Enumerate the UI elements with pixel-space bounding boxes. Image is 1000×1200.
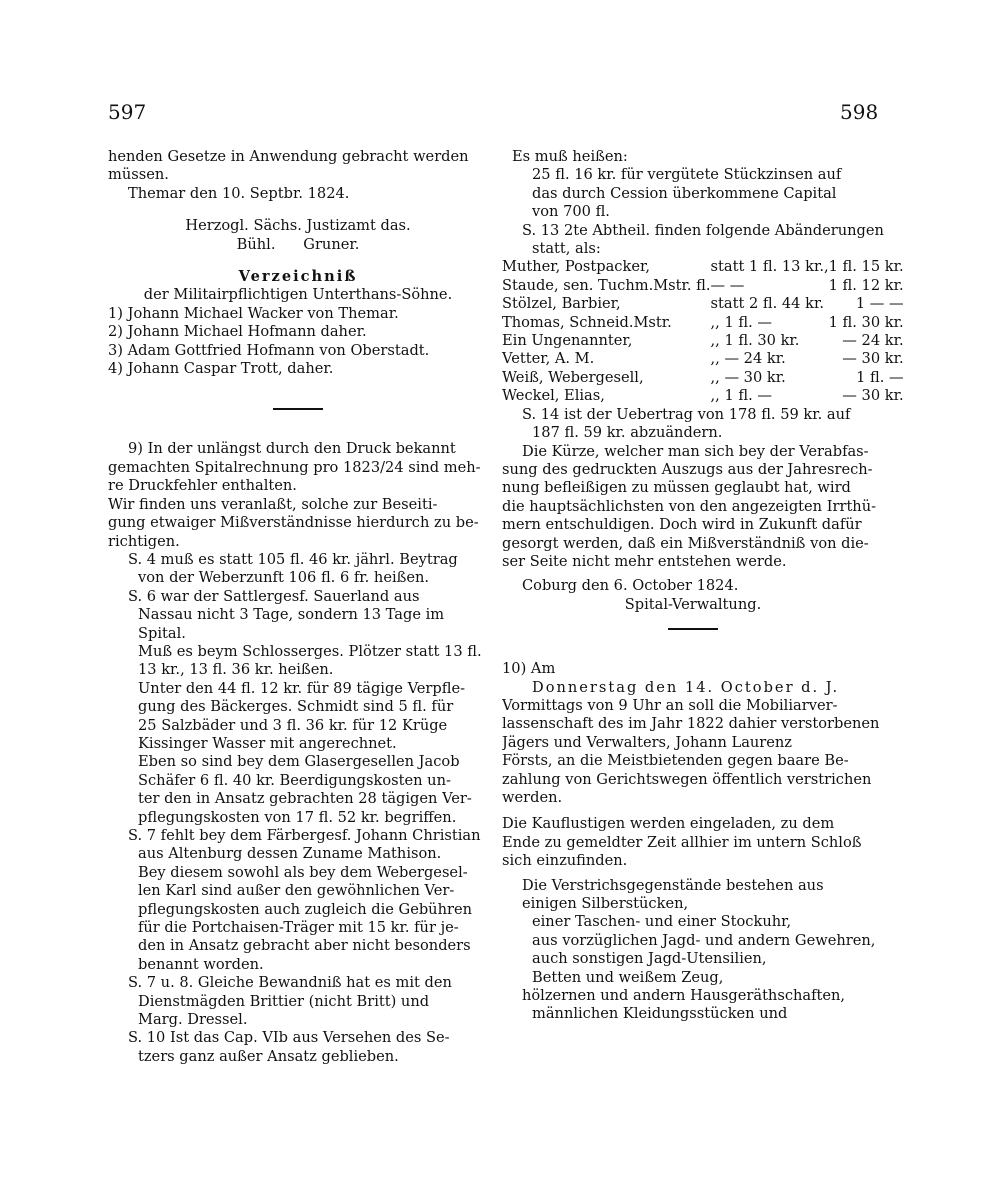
text-line: lassenschaft des im Jahr 1822 dahier verstorbenen <box>502 715 880 733</box>
text-line: nung befleißigen zu müssen geglaubt hat, wird <box>502 479 851 497</box>
text-line: Nassau nicht 3 Tage, sondern 13 Tage im <box>138 606 445 624</box>
spacer <box>108 410 488 440</box>
signature-line: Bühl. Gruner. <box>236 235 360 253</box>
text-line: S. 7 fehlt bey dem Färbergesf. Johann Christian <box>128 827 481 844</box>
text-line: S. 10 Ist das Cap. VIb aus Versehen des Se- <box>128 1029 450 1047</box>
text-line: Spital. <box>138 624 186 642</box>
text-line: 187 fl. 59 kr. abzuändern. <box>532 424 723 442</box>
after-table-block <box>502 406 884 572</box>
table-cell: Vetter, A. M. <box>502 350 595 368</box>
text-line: sung des gedruckten Auszugs aus der Jahresrech- <box>502 460 873 478</box>
text-line: S. 14 ist der Uebertrag von 178 fl. 59 kr. auf <box>522 405 851 423</box>
text-line: Unter den 44 fl. 12 kr. für 89 tägige Verpfle- <box>138 679 466 697</box>
text-line: den in Ansatz gebracht aber nicht besonders <box>138 937 471 955</box>
text-line: aus vorzüglichen Jagd- und andern Gewehren, auch sonstigen Jagd-Utensilien, <box>532 931 876 968</box>
table-cell: Stölzel, Barbier, <box>502 295 621 313</box>
auction-heading: 10) Am <box>502 660 556 678</box>
text-line: Wir finden uns veranlaßt, solche zur Beseiti- <box>108 495 438 513</box>
intro-block <box>502 148 884 258</box>
text-line: mern entschuldigen. Doch wird in Zukunft dafür <box>502 516 862 534</box>
text-line: Jägers und Verwalters, Johann Laurenz <box>502 733 792 751</box>
table-cell: ,, — 30 kr. <box>710 368 786 386</box>
table-cell: statt 2 fl. 44 kr. <box>710 295 824 313</box>
text-line: Kissinger Wasser mit angerechnet. <box>138 734 397 752</box>
text-line: re Druckfehler enthalten. <box>108 477 297 495</box>
office-line: Herzogl. Sächs. Justizamt das. <box>185 217 411 235</box>
text-line: Marg. Dressel. <box>138 1011 248 1029</box>
text-line: 13 kr., 13 fl. 36 kr. heißen. <box>138 661 334 679</box>
text-line: gemachten Spitalrechnung pro 1823/24 sind meh- <box>108 458 481 476</box>
text-line: len Karl sind außer den gewöhnlichen Ver- <box>138 882 455 900</box>
page-number-left: 597 <box>108 100 147 124</box>
table-row <box>502 258 904 276</box>
list-item: 3) Adam Gottfried Hofmann von Oberstadt. <box>108 341 430 359</box>
text-line: für die Portchaisen-Träger mit 15 kr. für je- <box>138 919 459 937</box>
signed-by: Spital-Verwaltung. <box>624 595 762 613</box>
list-title: Verzeichniß <box>238 268 358 286</box>
text-line: tzers ganz außer Ansatz geblieben. <box>138 1047 399 1065</box>
table-row <box>502 387 904 405</box>
text-line: einigen Silberstücken, <box>522 895 689 913</box>
table-cell: ,, 1 fl. 30 kr. <box>710 332 800 350</box>
table-cell: 1 — — <box>855 295 904 313</box>
table-cell: ,, 1 fl. — <box>710 387 772 405</box>
right-column <box>502 148 904 1024</box>
text-line: zahlung von Gerichtswegen öffentlich verstrichen <box>502 770 872 788</box>
table-cell: 1 fl. 12 kr. <box>828 276 904 294</box>
table-row <box>502 295 904 313</box>
list-subtitle: der Militairpflichtigen Unterthans-Söhne. <box>143 286 453 304</box>
items-block <box>502 877 884 1024</box>
dateline: Themar den 10. Septbr. 1824. <box>128 184 350 202</box>
text-line: pflegungskosten auch zugleich die Gebühren <box>138 900 472 918</box>
list-item: 4) Johann Caspar Trott, daher. <box>108 360 334 378</box>
text-line: 25 Salzbäder und 3 fl. 36 kr. für 12 Krüge <box>138 716 448 734</box>
text-line: Die Kürze, welcher man sich bey der Verabfas- <box>522 442 869 460</box>
text-line: das durch Cession überkommene Capital <box>532 184 837 202</box>
corrections-block <box>108 551 488 1066</box>
spacer <box>108 203 488 217</box>
text-line: statt, als: <box>532 240 601 258</box>
table-cell: 1 fl. — <box>856 368 904 386</box>
dateline: Coburg den 6. October 1824. <box>522 577 739 595</box>
page-number-right: 598 <box>840 100 879 124</box>
table-cell: Ein Ungenannter, <box>502 332 633 350</box>
spacer <box>502 614 884 628</box>
spacer <box>108 254 488 268</box>
text-line: benannt worden. <box>138 955 264 973</box>
text-line: gung etwaiger Mißverständnisse hierdurch zu be- <box>108 514 479 532</box>
table-cell: Muther, Postpacker, <box>502 258 650 276</box>
text-line: Die Kauflustigen werden eingeladen, zu dem <box>502 815 835 833</box>
text-line: sich einzufinden. <box>502 852 628 870</box>
buyers-block <box>502 815 884 870</box>
text-line: männlichen Kleidungsstücken und <box>532 1005 788 1023</box>
table-row <box>502 277 904 295</box>
text-line: Vormittags von 9 Uhr an soll die Mobiliarver- <box>502 696 838 714</box>
text-line: Betten und weißem Zeug, <box>532 968 724 986</box>
text-line: Die Verstrichsgegenstände bestehen aus <box>522 876 824 894</box>
text-line: ser Seite nicht mehr entstehen werde. <box>502 552 787 570</box>
table-cell: Staude, sen. Tuchm.Mstr. fl. <box>502 276 711 294</box>
text-line: aus Altenburg dessen Zuname Mathison. <box>138 845 442 863</box>
text-line: von der Weberzunft 106 fl. 6 fr. heißen. <box>138 569 430 587</box>
text-line: 25 fl. 16 kr. für vergütete Stückzinsen auf <box>532 166 842 184</box>
text-line: Eben so sind bey dem Glasergesellen Jacob <box>138 753 460 771</box>
spacer <box>108 378 488 408</box>
table-cell: Weiß, Webergesell, <box>502 368 644 386</box>
text-line: Försts, an die Meistbietenden gegen baare Be- <box>502 752 849 770</box>
text-line: pflegungskosten von 17 fl. 52 kr. begriffen. <box>138 808 457 826</box>
list-item: 1) Johann Michael Wacker von Themar. <box>108 304 399 322</box>
text-line: einer Taschen- und einer Stockuhr, <box>532 913 792 931</box>
list-item: 2) Johann Michael Hofmann daher. <box>108 323 367 341</box>
auction-block <box>502 697 884 807</box>
text-line: gung des Bäckerges. Schmidt sind 5 fl. für <box>138 698 454 716</box>
table-cell: ,, — 24 kr. <box>710 350 786 368</box>
text-line: Muß es beym Schlosserges. Plötzer statt 13 fl. <box>138 642 482 660</box>
text-line: S. 7 u. 8. Gleiche Bewandniß hat es mit den <box>128 974 452 992</box>
deductions-table <box>502 258 904 405</box>
table-row <box>502 332 904 350</box>
table-cell: — 30 kr. <box>842 350 904 368</box>
text-line: von 700 fl. <box>532 203 610 221</box>
table-cell: 1 fl. 15 kr. <box>828 258 904 276</box>
text-line: henden Gesetze in Anwendung gebracht werden <box>108 148 469 165</box>
text-line: Schäfer 6 fl. 40 kr. Beerdigungskosten un- <box>138 771 451 789</box>
table-row <box>502 350 904 368</box>
table-cell: 1 fl. 30 kr. <box>828 313 904 331</box>
table-cell: — — <box>710 276 745 294</box>
table-cell: statt 1 fl. 13 kr., <box>710 258 829 276</box>
text-line: S. 13 2te Abtheil. finden folgende Abänderungen <box>522 221 884 239</box>
table-cell: Thomas, Schneid.Mstr. <box>502 313 672 331</box>
text-line: S. 4 muß es statt 105 fl. 46 kr. jährl. Beytrag <box>128 550 458 568</box>
table-cell: — 24 kr. <box>842 332 904 350</box>
spacer <box>502 807 884 815</box>
spacer <box>502 630 884 660</box>
text-line: Es muß heißen: <box>512 148 628 165</box>
table-row <box>502 314 904 332</box>
text-line: richtigen. <box>108 532 180 550</box>
table-cell: — 30 kr. <box>842 387 904 405</box>
text-line: hölzernen und andern Hausgeräthschaften, <box>522 987 846 1005</box>
table-row <box>502 369 904 387</box>
table-cell: Weckel, Elias, <box>502 387 605 405</box>
text-line: die hauptsächlichsten von den angezeigten Irrthü- <box>502 497 877 515</box>
text-line: Bey diesem sowohl als bey dem Webergesel- <box>138 863 468 881</box>
auction-date: Donnerstag den 14. October d. J. <box>532 678 840 696</box>
text-line: werden. <box>502 789 563 806</box>
left-column <box>108 148 488 1066</box>
table-cell: ,, 1 fl. — <box>710 313 772 331</box>
text-line: müssen. <box>108 166 169 184</box>
text-line: ter den in Ansatz gebrachten 28 tägigen Ver- <box>138 790 472 808</box>
text-line: S. 6 war der Sattlergesf. Sauerland aus <box>128 587 420 605</box>
text-line: gesorgt werden, daß ein Mißverständniß von die- <box>502 534 869 552</box>
text-line: Dienstmägden Brittier (nicht Britt) und <box>138 992 430 1010</box>
text-line: Ende zu gemeldter Zeit allhier im untern Schloß <box>502 833 862 851</box>
text-line: 9) In der unlängst durch den Druck bekannt <box>128 440 456 458</box>
